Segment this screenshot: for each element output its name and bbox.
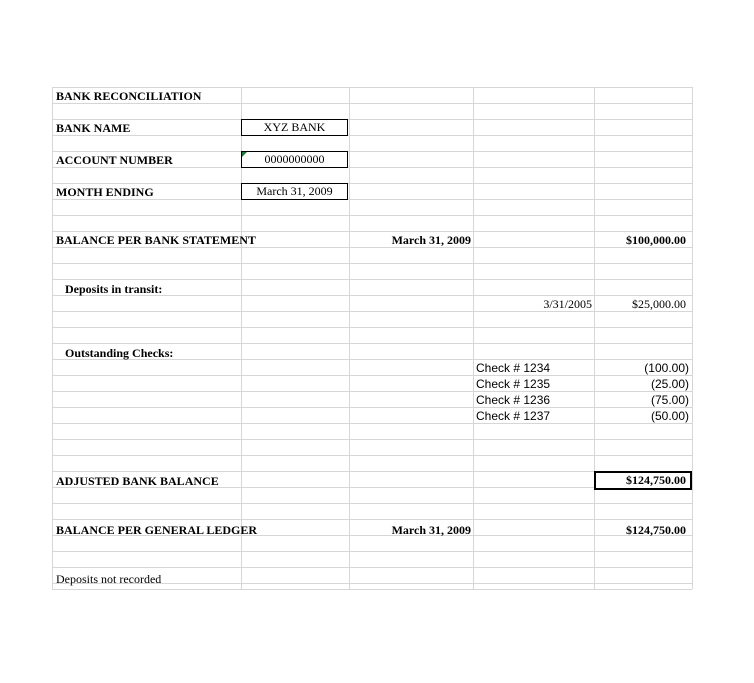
row-gridline bbox=[52, 375, 692, 376]
adjusted-bank-balance-label: ADJUSTED BANK BALANCE bbox=[56, 474, 219, 488]
general-ledger-date: March 31, 2009 bbox=[391, 523, 471, 537]
row-gridline bbox=[52, 263, 692, 264]
column-gridline bbox=[692, 87, 693, 589]
bank-statement-date: March 31, 2009 bbox=[391, 233, 471, 247]
row-gridline bbox=[52, 589, 692, 590]
check-amount: (50.00) bbox=[650, 409, 689, 423]
row-gridline bbox=[52, 183, 692, 184]
row-gridline bbox=[52, 567, 692, 568]
bank-name-cell[interactable]: XYZ BANK bbox=[241, 119, 348, 136]
row-gridline bbox=[52, 423, 692, 424]
column-gridline bbox=[473, 87, 474, 589]
bank-statement-amount: $100,000.00 bbox=[626, 233, 686, 247]
row-gridline bbox=[52, 519, 692, 520]
row-gridline bbox=[52, 247, 692, 248]
account-number-cell[interactable]: 0000000000 bbox=[241, 151, 348, 168]
account-number-label: ACCOUNT NUMBER bbox=[56, 153, 173, 167]
column-gridline bbox=[594, 87, 595, 589]
row-gridline bbox=[52, 103, 692, 104]
column-gridline bbox=[52, 87, 53, 589]
row-gridline bbox=[52, 199, 692, 200]
sheet-title: BANK RECONCILIATION bbox=[56, 89, 202, 103]
row-gridline bbox=[52, 343, 692, 344]
row-gridline bbox=[52, 311, 692, 312]
column-gridline bbox=[349, 87, 350, 589]
check-amount: (25.00) bbox=[650, 377, 689, 391]
row-gridline bbox=[52, 439, 692, 440]
deposits-in-transit-label: Deposits in transit: bbox=[65, 282, 163, 296]
check-number: Check # 1235 bbox=[476, 377, 551, 391]
check-number: Check # 1236 bbox=[476, 393, 551, 407]
row-gridline bbox=[52, 135, 692, 136]
row-gridline bbox=[52, 119, 692, 120]
check-amount: (100.00) bbox=[644, 361, 689, 375]
row-gridline bbox=[52, 215, 692, 216]
row-gridline bbox=[52, 391, 692, 392]
row-gridline bbox=[52, 455, 692, 456]
check-number: Check # 1237 bbox=[476, 409, 551, 423]
row-gridline bbox=[52, 407, 692, 408]
row-gridline bbox=[52, 151, 692, 152]
deposits-in-transit-date: 3/31/2005 bbox=[543, 297, 592, 311]
month-ending-label: MONTH ENDING bbox=[56, 185, 154, 199]
row-gridline bbox=[52, 327, 692, 328]
deposits-in-transit-amount: $25,000.00 bbox=[632, 297, 686, 311]
row-gridline bbox=[52, 87, 692, 88]
bank-name-label: BANK NAME bbox=[56, 121, 131, 135]
general-ledger-amount: $124,750.00 bbox=[626, 523, 686, 537]
row-gridline bbox=[52, 503, 692, 504]
month-ending-cell[interactable]: March 31, 2009 bbox=[241, 183, 348, 200]
deposits-not-recorded-label: Deposits not recorded bbox=[56, 572, 162, 586]
row-gridline bbox=[52, 167, 692, 168]
general-ledger-label: BALANCE PER GENERAL LEDGER bbox=[56, 523, 258, 537]
row-gridline bbox=[52, 231, 692, 232]
cell-comment-indicator bbox=[242, 152, 247, 157]
check-number: Check # 1234 bbox=[476, 361, 551, 375]
adjusted-bank-balance-cell[interactable]: $124,750.00 bbox=[594, 471, 692, 490]
check-amount: (75.00) bbox=[650, 393, 689, 407]
row-gridline bbox=[52, 279, 692, 280]
outstanding-checks-label: Outstanding Checks: bbox=[65, 346, 174, 360]
row-gridline bbox=[52, 551, 692, 552]
bank-statement-label: BALANCE PER BANK STATEMENT bbox=[56, 233, 256, 247]
